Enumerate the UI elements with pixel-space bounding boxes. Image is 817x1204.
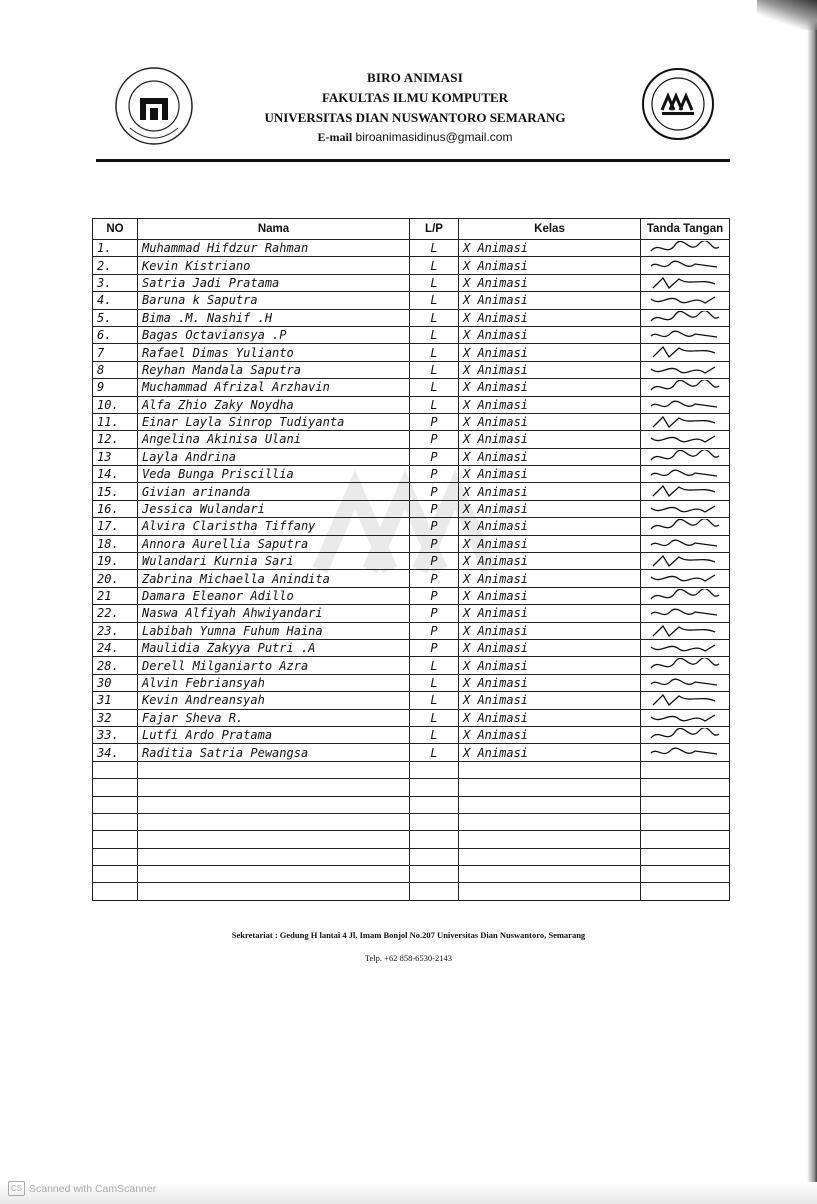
row-gender: P xyxy=(410,518,459,535)
row-number: 30 xyxy=(93,674,138,691)
row-signature xyxy=(641,500,730,517)
row-name: Reyhan Mandala Saputra xyxy=(138,361,410,378)
row-signature xyxy=(641,379,730,396)
row-class: X Animasi xyxy=(459,292,641,309)
table-row xyxy=(93,622,730,639)
row-name: Damara Eleanor Adillo xyxy=(138,587,410,604)
header-lp: L/P xyxy=(410,219,459,240)
table-row xyxy=(93,744,730,761)
signature-mark xyxy=(649,328,721,343)
row-class: X Animasi xyxy=(459,361,641,378)
row-signature xyxy=(641,274,730,291)
row-gender: P xyxy=(410,622,459,639)
table-row xyxy=(93,831,730,848)
udinus-logo xyxy=(112,64,196,148)
row-class: X Animasi xyxy=(459,570,641,587)
signature-mark xyxy=(649,711,721,726)
row-gender: L xyxy=(410,240,459,257)
signature-mark xyxy=(649,658,721,673)
row-class: X Animasi xyxy=(459,257,641,274)
row-class: X Animasi xyxy=(459,553,641,570)
row-class: X Animasi xyxy=(459,274,641,291)
header-divider xyxy=(96,159,730,162)
camscanner-label: Scanned with CamScanner xyxy=(29,1182,157,1195)
signature-mark xyxy=(649,641,721,656)
table-row xyxy=(93,448,730,465)
org-name: BIRO ANIMASI xyxy=(367,70,463,85)
table-row xyxy=(93,240,730,257)
row-name xyxy=(138,779,410,796)
table-row xyxy=(93,553,730,570)
row-class: X Animasi xyxy=(459,500,641,517)
row-number xyxy=(93,813,138,830)
row-signature xyxy=(641,240,730,257)
row-signature xyxy=(641,413,730,430)
signature-mark xyxy=(649,589,721,604)
row-signature xyxy=(641,587,730,604)
row-gender xyxy=(410,779,459,796)
row-number: 3. xyxy=(93,274,138,291)
row-gender: P xyxy=(410,605,459,622)
row-number: 20. xyxy=(93,570,138,587)
row-name: Alvin Febriansyah xyxy=(138,674,410,691)
row-name: Einar Layla Sinrop Tudiyanta xyxy=(138,413,410,430)
row-signature xyxy=(641,361,730,378)
row-class: X Animasi xyxy=(459,413,641,430)
row-name: Raditia Satria Pewangsa xyxy=(138,744,410,761)
row-class: X Animasi xyxy=(459,639,641,656)
row-signature xyxy=(641,292,730,309)
table-row xyxy=(93,518,730,535)
email-line xyxy=(200,130,630,145)
row-signature xyxy=(641,796,730,813)
row-gender xyxy=(410,796,459,813)
row-number: 5. xyxy=(93,309,138,326)
row-name: Angelina Akinisa Ulani xyxy=(138,431,410,448)
row-signature xyxy=(641,813,730,830)
row-class xyxy=(459,813,641,830)
scan-right-edge-shadow xyxy=(807,0,817,1204)
table-row xyxy=(93,796,730,813)
row-number xyxy=(93,761,138,778)
signature-mark xyxy=(649,276,721,291)
row-name: Annora Aurellia Saputra xyxy=(138,535,410,552)
row-class: X Animasi xyxy=(459,518,641,535)
row-class: X Animasi xyxy=(459,692,641,709)
footer-address: Sekretariat : Gedung H lantai 4 Jl. Imam Bonjol No.207 Universitas Dian Nuswantoro, Semarang xyxy=(231,930,586,940)
row-class: X Animasi xyxy=(459,326,641,343)
row-name: Zabrina Michaella Anindita xyxy=(138,570,410,587)
signature-mark xyxy=(649,363,721,378)
signature-mark xyxy=(649,571,721,586)
row-signature xyxy=(641,326,730,343)
row-name xyxy=(138,883,410,900)
row-name xyxy=(138,813,410,830)
signature-mark xyxy=(649,554,721,569)
row-name: Muhammad Hifdzur Rahman xyxy=(138,240,410,257)
camscanner-watermark xyxy=(8,1181,156,1196)
table-row xyxy=(93,309,730,326)
table-row xyxy=(93,361,730,378)
table-row xyxy=(93,466,730,483)
row-number: 6. xyxy=(93,326,138,343)
attendance-rows xyxy=(93,240,730,901)
university-name: UNIVERSITAS DIAN NUSWANTORO SEMARANG xyxy=(264,110,566,125)
row-number: 22. xyxy=(93,605,138,622)
row-class xyxy=(459,831,641,848)
row-number xyxy=(93,848,138,865)
row-gender: P xyxy=(410,413,459,430)
signature-mark xyxy=(649,415,721,430)
table-row xyxy=(93,883,730,900)
row-signature xyxy=(641,848,730,865)
attendance-table xyxy=(92,218,730,901)
row-number xyxy=(93,796,138,813)
row-gender: P xyxy=(410,639,459,656)
row-name: Wulandari Kurnia Sari xyxy=(138,553,410,570)
row-class: X Animasi xyxy=(459,674,641,691)
row-signature xyxy=(641,309,730,326)
row-name: Jessica Wulandari xyxy=(138,500,410,517)
header-kelas: Kelas xyxy=(459,219,641,240)
table-row xyxy=(93,761,730,778)
row-number: 8 xyxy=(93,361,138,378)
row-number: 23. xyxy=(93,622,138,639)
row-number: 19. xyxy=(93,553,138,570)
row-class: X Animasi xyxy=(459,657,641,674)
row-class: X Animasi xyxy=(459,709,641,726)
table-header-row xyxy=(93,219,730,240)
row-gender: P xyxy=(410,448,459,465)
row-number: 13 xyxy=(93,448,138,465)
signature-mark xyxy=(649,450,721,465)
row-gender xyxy=(410,761,459,778)
row-name xyxy=(138,831,410,848)
row-number: 7 xyxy=(93,344,138,361)
table-row xyxy=(93,292,730,309)
row-gender xyxy=(410,813,459,830)
row-name: Bagas Octaviansya .P xyxy=(138,326,410,343)
row-class: X Animasi xyxy=(459,379,641,396)
row-signature xyxy=(641,726,730,743)
signature-mark xyxy=(649,380,721,395)
row-signature xyxy=(641,431,730,448)
row-class: X Animasi xyxy=(459,535,641,552)
signature-mark xyxy=(649,676,721,691)
row-name: Givian arinanda xyxy=(138,483,410,500)
row-signature xyxy=(641,709,730,726)
row-name: Satria Jadi Pratama xyxy=(138,274,410,291)
row-gender: L xyxy=(410,379,459,396)
row-name: Veda Bunga Priscillia xyxy=(138,466,410,483)
row-number: 15. xyxy=(93,483,138,500)
row-class xyxy=(459,761,641,778)
row-class: X Animasi xyxy=(459,587,641,604)
header-nama: Nama xyxy=(138,219,410,240)
table-row xyxy=(93,813,730,830)
row-gender: P xyxy=(410,553,459,570)
row-class: X Animasi xyxy=(459,744,641,761)
row-number: 16. xyxy=(93,500,138,517)
row-number: 14. xyxy=(93,466,138,483)
row-gender xyxy=(410,848,459,865)
table-row xyxy=(93,692,730,709)
table-row xyxy=(93,709,730,726)
row-gender xyxy=(410,831,459,848)
signature-mark xyxy=(649,624,721,639)
row-number: 12. xyxy=(93,431,138,448)
row-class: X Animasi xyxy=(459,466,641,483)
row-name: Rafael Dimas Yulianto xyxy=(138,344,410,361)
row-number: 17. xyxy=(93,518,138,535)
row-number: 2. xyxy=(93,257,138,274)
row-number xyxy=(93,866,138,883)
row-signature xyxy=(641,396,730,413)
row-number xyxy=(93,831,138,848)
row-gender xyxy=(410,883,459,900)
row-signature xyxy=(641,448,730,465)
row-class xyxy=(459,848,641,865)
row-signature xyxy=(641,518,730,535)
row-signature xyxy=(641,883,730,900)
row-name: Maulidia Zakyya Putri .A xyxy=(138,639,410,656)
email-address[interactable]: biroanimasidinus@gmail.com xyxy=(355,130,513,144)
row-gender: L xyxy=(410,344,459,361)
table-row xyxy=(93,344,730,361)
row-number xyxy=(93,779,138,796)
row-class xyxy=(459,779,641,796)
table-row xyxy=(93,587,730,604)
row-gender xyxy=(410,866,459,883)
row-name: Alfa Zhio Zaky Noydha xyxy=(138,396,410,413)
table-row xyxy=(93,657,730,674)
row-name: Baruna k Saputra xyxy=(138,292,410,309)
row-number: 34. xyxy=(93,744,138,761)
signature-mark xyxy=(649,745,721,760)
table-row xyxy=(93,257,730,274)
header-no: NO xyxy=(93,219,138,240)
row-gender: L xyxy=(410,274,459,291)
row-signature xyxy=(641,692,730,709)
signature-mark xyxy=(649,311,721,326)
signature-mark xyxy=(649,467,721,482)
row-gender: L xyxy=(410,674,459,691)
table-row xyxy=(93,396,730,413)
row-class: X Animasi xyxy=(459,605,641,622)
row-name: Layla Andrina xyxy=(138,448,410,465)
row-signature xyxy=(641,570,730,587)
header-tanda-tangan: Tanda Tangan xyxy=(641,219,730,240)
row-gender: P xyxy=(410,570,459,587)
row-gender: L xyxy=(410,726,459,743)
row-gender: P xyxy=(410,483,459,500)
row-signature xyxy=(641,466,730,483)
row-class xyxy=(459,883,641,900)
signature-mark xyxy=(649,606,721,621)
table-row xyxy=(93,431,730,448)
signature-mark xyxy=(649,345,721,360)
table-row xyxy=(93,570,730,587)
signature-mark xyxy=(649,519,721,534)
row-class: X Animasi xyxy=(459,309,641,326)
row-gender: L xyxy=(410,292,459,309)
table-row xyxy=(93,535,730,552)
row-number xyxy=(93,883,138,900)
row-name: Naswa Alfiyah Ahwiyandari xyxy=(138,605,410,622)
row-number: 9 xyxy=(93,379,138,396)
row-class: X Animasi xyxy=(459,726,641,743)
row-class: X Animasi xyxy=(459,396,641,413)
signature-mark xyxy=(649,432,721,447)
row-name: Lutfi Ardo Pratama xyxy=(138,726,410,743)
row-name xyxy=(138,848,410,865)
signature-mark xyxy=(649,728,721,743)
row-gender: L xyxy=(410,657,459,674)
table-row xyxy=(93,326,730,343)
row-signature xyxy=(641,344,730,361)
row-gender: L xyxy=(410,326,459,343)
letterhead xyxy=(200,70,630,145)
row-signature xyxy=(641,866,730,883)
row-number: 1. xyxy=(93,240,138,257)
row-gender: P xyxy=(410,587,459,604)
row-name xyxy=(138,866,410,883)
row-class xyxy=(459,866,641,883)
row-signature xyxy=(641,657,730,674)
row-name: Derell Milganiarto Azra xyxy=(138,657,410,674)
row-name xyxy=(138,761,410,778)
row-gender: L xyxy=(410,257,459,274)
signature-mark xyxy=(649,502,721,517)
row-class xyxy=(459,796,641,813)
row-gender: L xyxy=(410,692,459,709)
table-row xyxy=(93,848,730,865)
row-number: 32 xyxy=(93,709,138,726)
row-gender: L xyxy=(410,396,459,413)
row-number: 21 xyxy=(93,587,138,604)
signature-mark xyxy=(649,537,721,552)
row-signature xyxy=(641,674,730,691)
table-row xyxy=(93,500,730,517)
row-signature xyxy=(641,761,730,778)
row-gender: L xyxy=(410,744,459,761)
signature-mark xyxy=(649,398,721,413)
row-name xyxy=(138,796,410,813)
biro-animasi-logo xyxy=(640,66,716,142)
row-name: Alvira Claristha Tiffany xyxy=(138,518,410,535)
row-signature xyxy=(641,553,730,570)
row-name: Kevin Andreansyah xyxy=(138,692,410,709)
footer-phone: Telp. +62 858-6530-2143 xyxy=(364,953,453,963)
table-row xyxy=(93,413,730,430)
row-gender: L xyxy=(410,309,459,326)
signature-mark xyxy=(649,484,721,499)
row-signature xyxy=(641,622,730,639)
row-name: Fajar Sheva R. xyxy=(138,709,410,726)
row-signature xyxy=(641,483,730,500)
row-signature xyxy=(641,639,730,656)
row-number: 4. xyxy=(93,292,138,309)
row-signature xyxy=(641,744,730,761)
row-class: X Animasi xyxy=(459,448,641,465)
table-row xyxy=(93,483,730,500)
row-class: X Animasi xyxy=(459,483,641,500)
signature-mark xyxy=(649,258,721,273)
table-row xyxy=(93,726,730,743)
row-number: 31 xyxy=(93,692,138,709)
signature-mark xyxy=(649,241,721,256)
camscanner-icon: CS xyxy=(8,1181,25,1196)
row-signature xyxy=(641,831,730,848)
signature-mark xyxy=(649,693,721,708)
row-gender: P xyxy=(410,431,459,448)
table-row xyxy=(93,379,730,396)
row-number: 18. xyxy=(93,535,138,552)
faculty-name: FAKULTAS ILMU KOMPUTER xyxy=(321,90,509,105)
row-gender: P xyxy=(410,535,459,552)
table-row xyxy=(93,639,730,656)
row-name: Labibah Yumna Fuhum Haina xyxy=(138,622,410,639)
row-signature xyxy=(641,257,730,274)
row-signature xyxy=(641,535,730,552)
row-class: X Animasi xyxy=(459,622,641,639)
row-number: 28. xyxy=(93,657,138,674)
row-number: 24. xyxy=(93,639,138,656)
row-gender: L xyxy=(410,709,459,726)
row-class: X Animasi xyxy=(459,240,641,257)
row-gender: P xyxy=(410,500,459,517)
row-name: Bima .M. Nashif .H xyxy=(138,309,410,326)
table-row xyxy=(93,674,730,691)
email-label: E-mail xyxy=(317,130,353,144)
row-number: 33. xyxy=(93,726,138,743)
signature-mark xyxy=(649,293,721,308)
row-name: Kevin Kistriano xyxy=(138,257,410,274)
scan-corner-shadow xyxy=(757,0,817,30)
table-row xyxy=(93,274,730,291)
row-number: 11. xyxy=(93,413,138,430)
row-class: X Animasi xyxy=(459,431,641,448)
table-row xyxy=(93,866,730,883)
row-number: 10. xyxy=(93,396,138,413)
table-row xyxy=(93,779,730,796)
row-gender: P xyxy=(410,466,459,483)
row-gender: L xyxy=(410,361,459,378)
row-name: Muchammad Afrizal Arzhavin xyxy=(138,379,410,396)
row-signature xyxy=(641,605,730,622)
table-row xyxy=(93,605,730,622)
row-class: X Animasi xyxy=(459,344,641,361)
row-signature xyxy=(641,779,730,796)
